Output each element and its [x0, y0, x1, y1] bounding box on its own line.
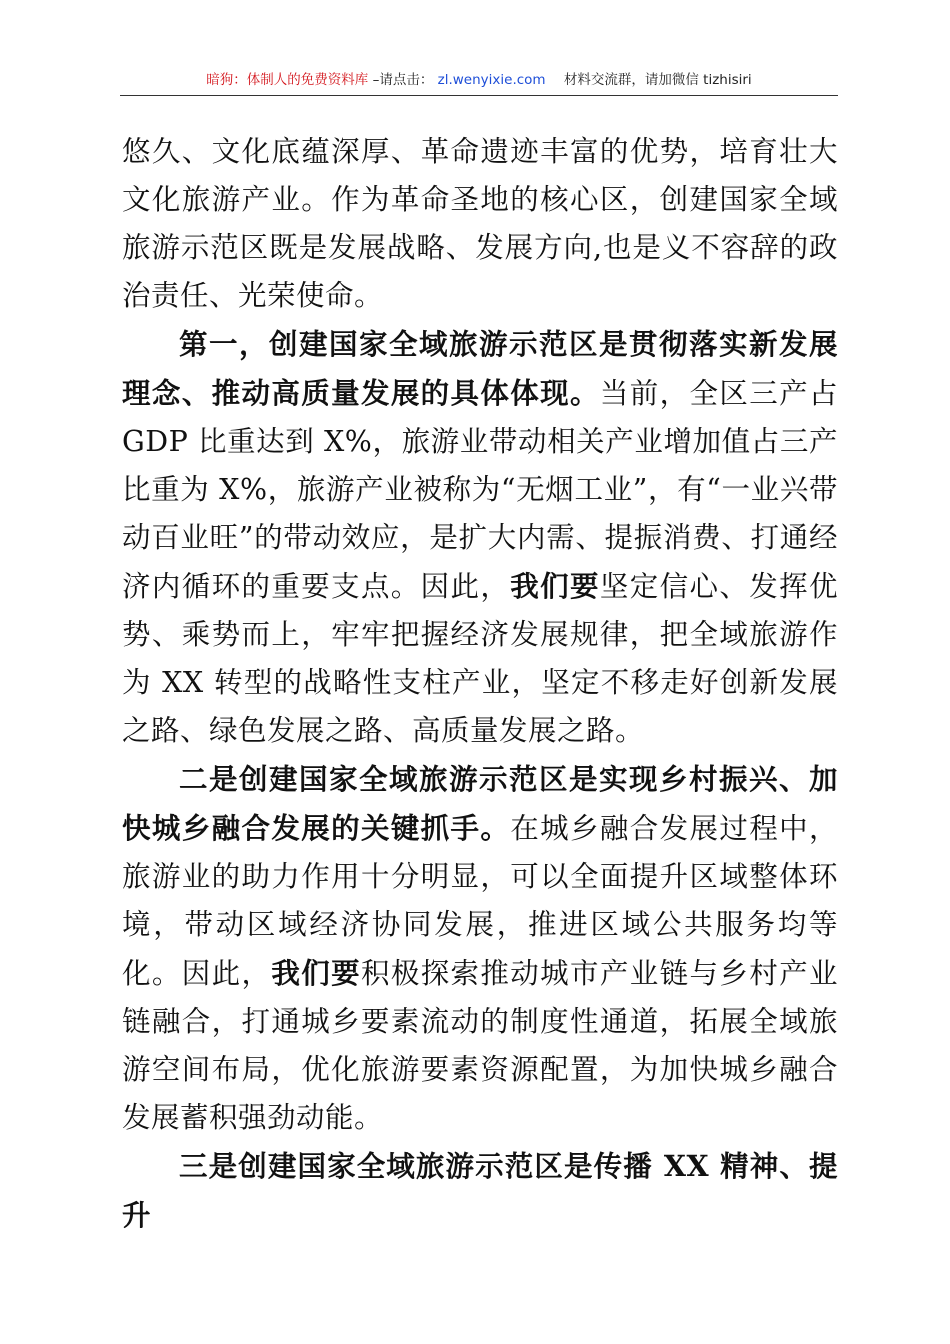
- document-body: [122, 128, 838, 1240]
- paragraph-lead: 三是创建国家全域旅游示范区是传播 XX 精神、提升: [122, 1149, 838, 1232]
- paragraph-continuation: [122, 128, 838, 320]
- paragraph-text: 悠久、文化底蕴深厚、革命遗迹丰富的优势，培育壮大文化旅游产业。作为革命圣地的核心区，创建国家全域旅游示范区既是发展战略、发展方向,也是义不容辞的政治责任、光荣使命。: [122, 135, 838, 312]
- paragraph-first-point: [122, 320, 838, 755]
- paragraph-text: 在城乡融合发展过程中，旅游业的助力作用十分明显，可以全面提升区域整体环境，带动区域经济协同发展，推进区域公共服务均等化。因此，: [122, 812, 838, 990]
- page-header: [120, 68, 838, 92]
- paragraph-emphasis: 我们要: [510, 569, 600, 603]
- paragraph-lead: 二是创建国家全域旅游示范区是实现乡村振兴、加快城乡融合发展的关键抓手。: [122, 762, 838, 845]
- header-divider: [120, 95, 838, 96]
- header-notice: 暗狗：体制人的免费资料库: [206, 72, 369, 88]
- paragraph-third-point: [122, 1142, 838, 1240]
- paragraph-text-tail: 积极探索推动城市产业链与乡村产业链融合，打通城乡要素流动的制度性通道，拓展全域旅游空间布局，优化旅游要素资源配置，为加快城乡融合发展蓄积强劲动能。: [122, 957, 838, 1134]
- header-contact: 材料交流群，请加微信 tizhisiri: [563, 72, 752, 88]
- paragraph-second-point: [122, 755, 838, 1142]
- paragraph-text-tail: 坚定信心、发挥优势、乘势而上，牢牢把握经济发展规律，把全域旅游作为 XX 转型的战略性支柱产业，坚定不移走好创新发展之路、绿色发展之路、高质量发展之路。: [122, 570, 838, 747]
- paragraph-lead: 第一，创建国家全域旅游示范区是贯彻落实新发展理念、推动高质量发展的具体体现。: [122, 327, 838, 410]
- header-click-prompt: –请点击：: [372, 72, 434, 88]
- paragraph-text: 当前，全区三产占GDP 比重达到 X%，旅游业带动相关产业增加值占三产比重为 X%，旅游产业被称为“无烟工业”，有“一业兴带动百业旺”的带动效应，是扩大内需、提振消费、打通经济内循环的重要支点。因此，: [122, 377, 838, 603]
- paragraph-emphasis: 我们要: [271, 956, 361, 990]
- header-url-link[interactable]: zl.wenyixie.com: [437, 72, 546, 88]
